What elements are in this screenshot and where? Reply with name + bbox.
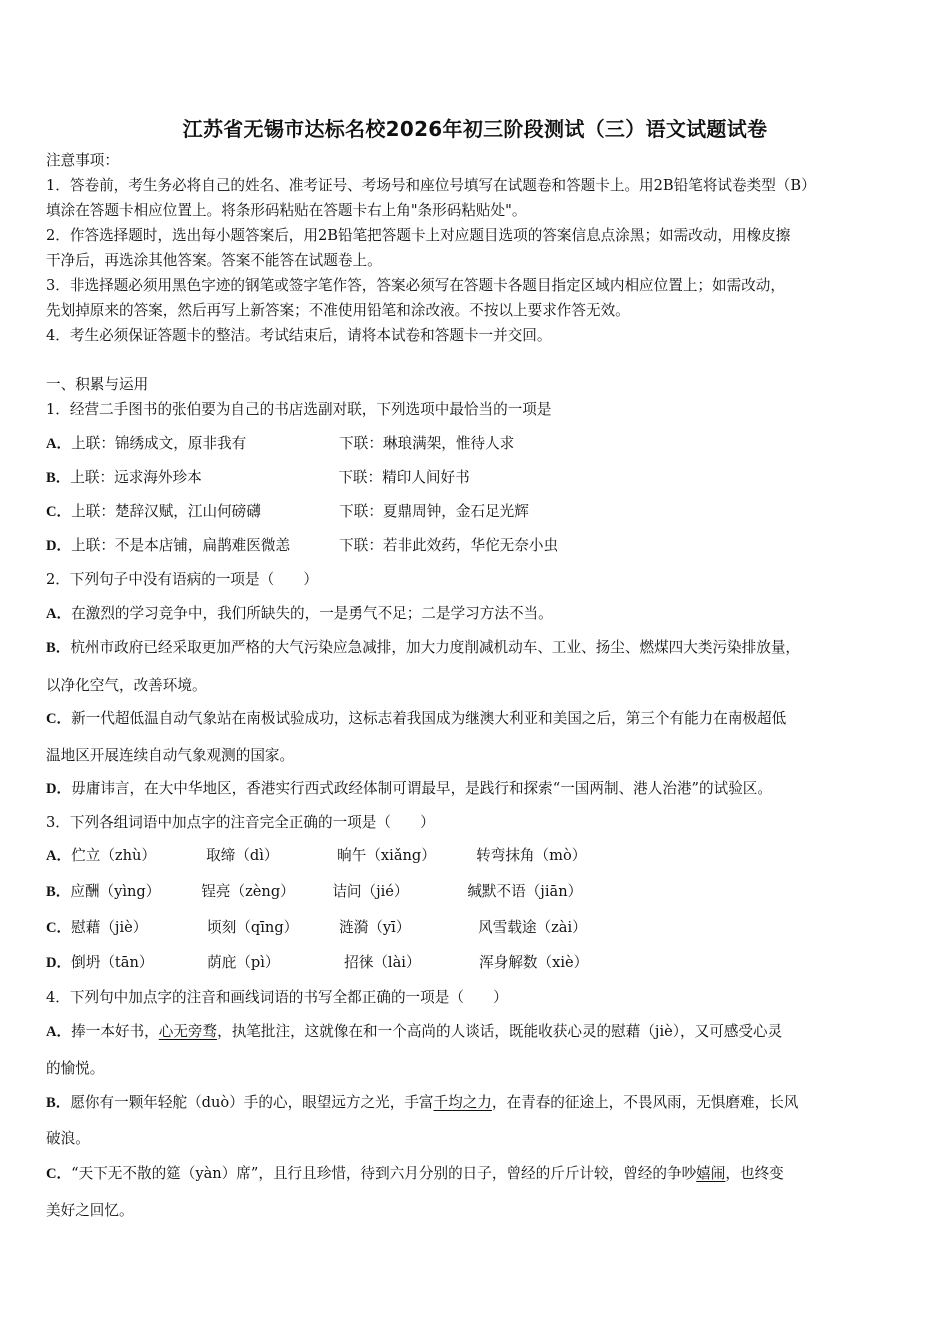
option-letter: A． bbox=[46, 848, 72, 864]
word: 顷刻（qīng） bbox=[207, 919, 299, 936]
lower-couplet: 下联：夏鼎周钟，金石足光辉 bbox=[339, 503, 529, 520]
word: 缄默不语（jiān） bbox=[467, 883, 583, 900]
notice-heading: 注意事项： bbox=[46, 152, 119, 169]
notice-line: 3．非选择题必须用黑色字迹的钢笔或签字笔作答，答案必须写在答题卡各题目指定区域内相应位置上；如需改动， bbox=[46, 277, 785, 294]
question-4-stem: 4．下列句中加点字的注音和画线词语的书写全都正确的一项是（ ） bbox=[46, 989, 508, 1006]
word: 涟漪（yī） bbox=[339, 919, 411, 936]
notice-line: 1．答卷前，考生务必将自己的姓名、准考证号、考场号和座位号填写在试题卷和答题卡上。用2B铅笔将试卷类型（B） bbox=[46, 177, 816, 194]
lower-couplet: 下联：精印人间好书 bbox=[338, 469, 470, 486]
q1-option-a bbox=[46, 434, 912, 454]
word: 慰藉（jiè） bbox=[71, 919, 148, 936]
q4-option-c bbox=[46, 1164, 912, 1184]
word: 倒坍（tān） bbox=[71, 954, 154, 971]
notice-line: 4．考生必须保证答题卡的整洁。考试结束后，请将本试卷和答题卡一并交回。 bbox=[46, 327, 552, 344]
upper-couplet: 上联：锦绣成文，原非我有 bbox=[71, 435, 247, 452]
option-text: ，在青春的征途上，不畏风雨，无惧磨难，长风 bbox=[491, 1094, 799, 1111]
option-letter: D． bbox=[46, 538, 72, 554]
word: 招徕（lài） bbox=[344, 954, 421, 971]
q4-option-a-cont: 的愉悦。 bbox=[46, 1060, 105, 1077]
q1-option-d bbox=[46, 536, 912, 556]
q2-option-b-cont: 以净化空气，改善环境。 bbox=[46, 677, 207, 694]
option-letter: C． bbox=[46, 504, 72, 520]
q4-option-b bbox=[46, 1093, 912, 1113]
word: 应酬（yìng） bbox=[70, 883, 161, 900]
option-letter: A． bbox=[46, 1024, 72, 1040]
word: 诘问（jié） bbox=[332, 883, 409, 900]
option-text: 愿你有一颗年轻舵（duò）手的心，眼望远方之光，手富 bbox=[70, 1094, 434, 1111]
notice-line: 干净后，再选涂其他答案。答案不能答在试题卷上。 bbox=[46, 252, 382, 269]
q1-option-c bbox=[46, 502, 912, 522]
option-letter: B． bbox=[46, 640, 71, 656]
option-letter: A． bbox=[46, 436, 72, 452]
upper-couplet: 上联：楚辞汉赋，江山何磅礴 bbox=[71, 503, 261, 520]
option-text: “天下无不散的筵（yàn）席”，且行且珍惜，待到六月分别的日子，曾经的斤斤计较，曾经的争吵 bbox=[71, 1165, 697, 1182]
word: 取缔（dì） bbox=[206, 847, 279, 864]
option-letter: A． bbox=[46, 606, 72, 622]
q2-option-a bbox=[46, 604, 912, 624]
q2-option-c bbox=[46, 709, 912, 729]
word: 荫庇（pì） bbox=[207, 954, 280, 971]
option-letter: B． bbox=[46, 1095, 71, 1111]
underlined-word: 千均之力 bbox=[433, 1094, 492, 1111]
lower-couplet: 下联：若非此效药，华佗无奈小虫 bbox=[339, 537, 559, 554]
upper-couplet: 上联：远求海外珍本 bbox=[70, 469, 202, 486]
notice-line: 2．作答选择题时，选出每小题答案后，用2B铅笔把答题卡上对应题目选项的答案信息点涂黑；如需改动，用橡皮擦 bbox=[46, 227, 791, 244]
option-letter: C． bbox=[46, 1166, 72, 1182]
lower-couplet: 下联：琳琅满架，惟待人求 bbox=[339, 435, 515, 452]
word: 转弯抹角（mò） bbox=[476, 847, 587, 864]
q4-option-b-cont: 破浪。 bbox=[46, 1130, 90, 1147]
word: 伫立（zhù） bbox=[71, 847, 157, 864]
question-3-stem: 3．下列各组词语中加点字的注音完全正确的一项是（ ） bbox=[46, 814, 435, 831]
underlined-word: 嬉闹 bbox=[696, 1165, 726, 1182]
option-letter: D． bbox=[46, 781, 72, 797]
option-text: 捧一本好书， bbox=[71, 1023, 159, 1040]
q4-option-a bbox=[46, 1022, 912, 1042]
word: 锃亮（zèng） bbox=[201, 883, 295, 900]
page-title: 江苏省无锡市达标名校2026年初三阶段测试（三）语文试题试卷 bbox=[182, 117, 768, 141]
q3-option-b bbox=[46, 882, 912, 902]
option-text: 在激烈的学习竞争中，我们所缺失的，一是勇气不足；二是学习方法不当。 bbox=[71, 605, 553, 622]
option-letter: C． bbox=[46, 711, 72, 727]
q2-option-d bbox=[46, 779, 912, 799]
q3-option-c bbox=[46, 918, 912, 938]
notice-line: 先划掉原来的答案，然后再写上新答案；不准使用铅笔和涂改液。不按以上要求作答无效。 bbox=[46, 302, 630, 319]
notice-line: 填涂在答题卡相应位置上。将条形码粘贴在答题卡右上角"条形码粘贴处"。 bbox=[46, 202, 527, 219]
option-text: 毋庸讳言，在大中华地区，香港实行西式政经体制可谓最早，是践行和探索“一国两制、港人治港”的试验区。 bbox=[71, 780, 772, 797]
q3-option-d bbox=[46, 953, 912, 973]
q1-option-b bbox=[46, 468, 912, 488]
word: 风雪载途（zài） bbox=[478, 919, 587, 936]
option-letter: D． bbox=[46, 955, 72, 971]
option-text: ，执笔批注，这就像在和一个高尚的人谈话，既能收获心灵的慰藉（jiè），又可感受心灵 bbox=[217, 1023, 783, 1040]
option-text: 杭州市政府已经采取更加严格的大气污染应急减排，加大力度削减机动车、工业、扬尘、燃煤四大类污染排放量， bbox=[70, 639, 801, 656]
q2-option-c-cont: 温地区开展连续自动气象观测的国家。 bbox=[46, 747, 295, 764]
option-letter: B． bbox=[46, 884, 71, 900]
option-text: 新一代超低温自动气象站在南极试验成功，这标志着我国成为继澳大利亚和美国之后，第三个有能力在南极超低 bbox=[71, 710, 787, 727]
word: 浑身解数（xiè） bbox=[479, 954, 589, 971]
q2-option-b bbox=[46, 638, 912, 658]
q3-option-a bbox=[46, 846, 912, 866]
underlined-word: 心无旁骛 bbox=[158, 1023, 218, 1040]
upper-couplet: 上联：不是本店铺，扁鹊难医微恙 bbox=[71, 537, 291, 554]
section-heading: 一、积累与运用 bbox=[46, 376, 149, 393]
option-letter: C． bbox=[46, 920, 72, 936]
word: 晌午（xiǎng） bbox=[337, 847, 436, 864]
option-text: ，也终变 bbox=[725, 1165, 784, 1182]
option-letter: B． bbox=[46, 470, 71, 486]
question-2-stem: 2．下列句子中没有语病的一项是（ ） bbox=[46, 571, 318, 588]
q4-option-c-cont: 美好之回忆。 bbox=[46, 1202, 134, 1219]
question-1-stem: 1．经营二手图书的张伯要为自己的书店选副对联，下列选项中最恰当的一项是 bbox=[46, 401, 552, 418]
